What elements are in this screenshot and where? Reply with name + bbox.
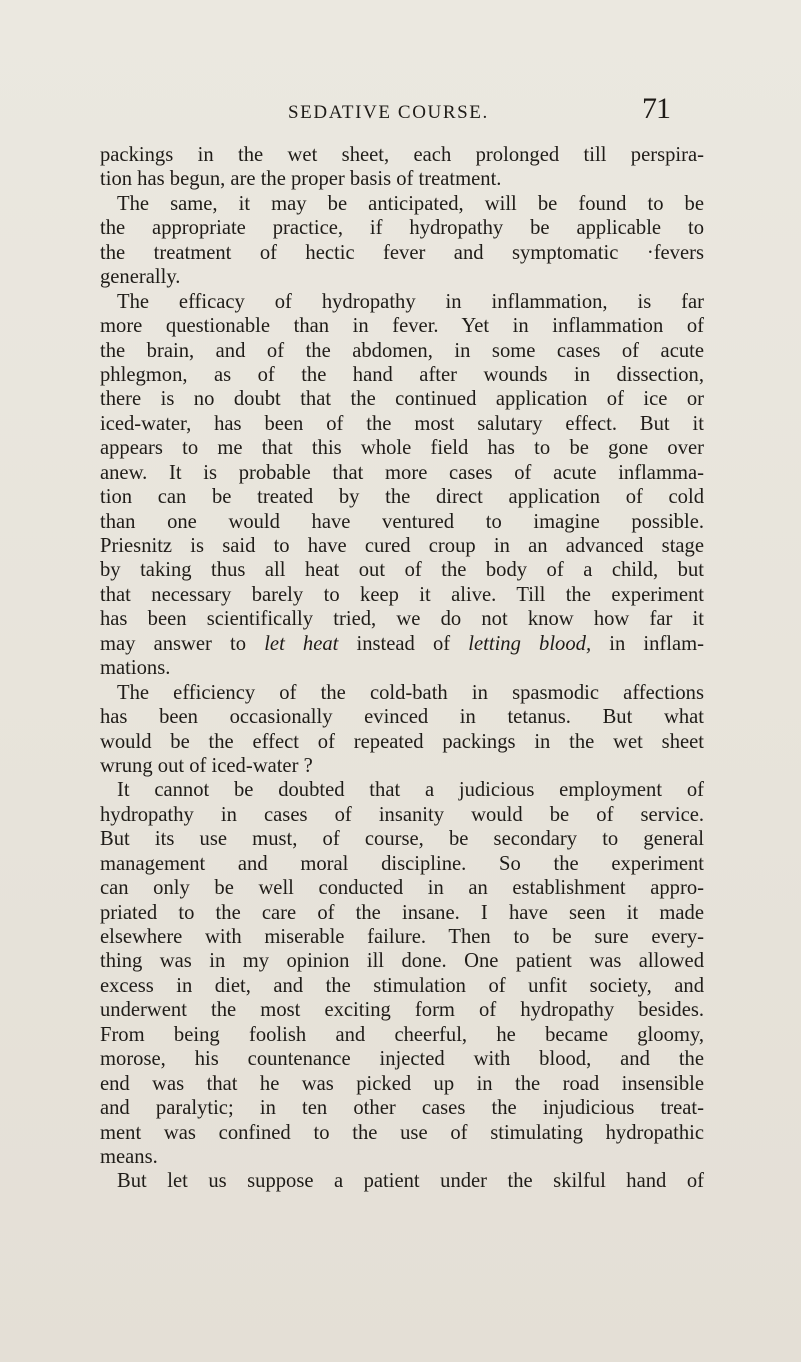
text-line: The efficiency of the cold-bath in spasmodic affections — [117, 681, 704, 704]
text-line: the brain, and of the abdomen, in some cases of acute — [100, 339, 704, 362]
page-number: 71 — [642, 92, 670, 125]
text-line: thing was in my opinion ill done. One patient was allowed — [100, 950, 704, 973]
text-line: would be the effect of repeated packings in the wet sheet — [100, 730, 704, 753]
text-line: wrung out of iced-water ? — [100, 754, 313, 777]
text-line: tion has begun, are the proper basis of treatment. — [100, 168, 502, 191]
text-line: has been occasionally evinced in tetanus. But what — [100, 706, 704, 729]
text-line: hydropathy in cases of insanity would be of service. — [100, 803, 704, 826]
text-line: the treatment of hectic fever and symptomatic ·fevers — [100, 241, 704, 264]
text-run: in inflam- — [591, 632, 704, 655]
running-title: SEDATIVE COURSE. — [288, 102, 489, 123]
text-line: can only be well conducted in an establishment appro- — [100, 877, 704, 900]
text-line: ment was confined to the use of stimulating hydropathic — [100, 1121, 704, 1144]
text-line: end was that he was picked up in the road insensible — [100, 1072, 704, 1095]
text-line: But let us suppose a patient under the skilful hand of — [117, 1170, 704, 1193]
text-run: instead of — [338, 632, 469, 655]
text-line: by taking thus all heat out of the body of a child, but — [100, 559, 704, 582]
text-line: elsewhere with miserable failure. Then to be sure every- — [100, 926, 704, 948]
text-line: means. — [100, 1145, 158, 1168]
running-head — [0, 92, 801, 132]
text-line: anew. It is probable that more cases of acute inflamma- — [100, 461, 704, 484]
text-line: more questionable than in fever. Yet in inflammation of — [100, 315, 704, 338]
text-line: iced-water, has been of the most salutary effect. But it — [100, 412, 704, 435]
text-line: It cannot be doubted that a judicious employment of — [117, 779, 704, 802]
text-line: mations. — [100, 657, 171, 680]
text-line: phlegmon, as of the hand after wounds in dissection, — [100, 363, 704, 386]
text-line: underwent the most exciting form of hydropathy besides. — [100, 999, 704, 1022]
text-line: The efficacy of hydropathy in inflammation, is far — [117, 290, 704, 313]
text-line: packings in the wet sheet, each prolonged till perspira- — [100, 144, 704, 166]
text-line: that necessary barely to keep it alive. Till the experiment — [100, 583, 704, 606]
text-line: But its use must, of course, be secondary to general — [100, 828, 704, 851]
text-line: excess in diet, and the stimulation of unfit society, and — [100, 974, 704, 997]
text-line: the appropriate practice, if hydropathy be applicable to — [100, 217, 704, 240]
text-line: generally. — [100, 266, 181, 289]
text-run: may answer to — [100, 632, 265, 655]
text-line: has been scientifically tried, we do not know how far it — [100, 608, 704, 631]
text-line — [100, 632, 704, 656]
italic-text: letting blood, — [468, 632, 592, 655]
text-line: Priesnitz is said to have cured croup in an advanced stage — [100, 535, 704, 557]
text-line: The same, it may be anticipated, will be found to be — [117, 192, 704, 215]
text-line: there is no doubt that the continued application of ice or — [100, 388, 704, 411]
text-line: priated to the care of the insane. I have seen it made — [100, 901, 704, 924]
text-line: tion can be treated by the direct application of cold — [100, 486, 704, 509]
text-line: than one would have ventured to imagine possible. — [100, 510, 704, 533]
text-line: appears to me that this whole field has to be gone over — [100, 437, 704, 460]
text-line: management and moral discipline. So the experiment — [100, 852, 704, 875]
text-line: morose, his countenance injected with blood, and the — [100, 1048, 704, 1071]
body-text — [100, 143, 704, 1194]
text-line: and paralytic; in ten other cases the injudicious treat- — [100, 1097, 704, 1120]
italic-text: let heat — [264, 632, 339, 655]
text-line: From being foolish and cheerful, he became gloomy, — [100, 1023, 704, 1046]
